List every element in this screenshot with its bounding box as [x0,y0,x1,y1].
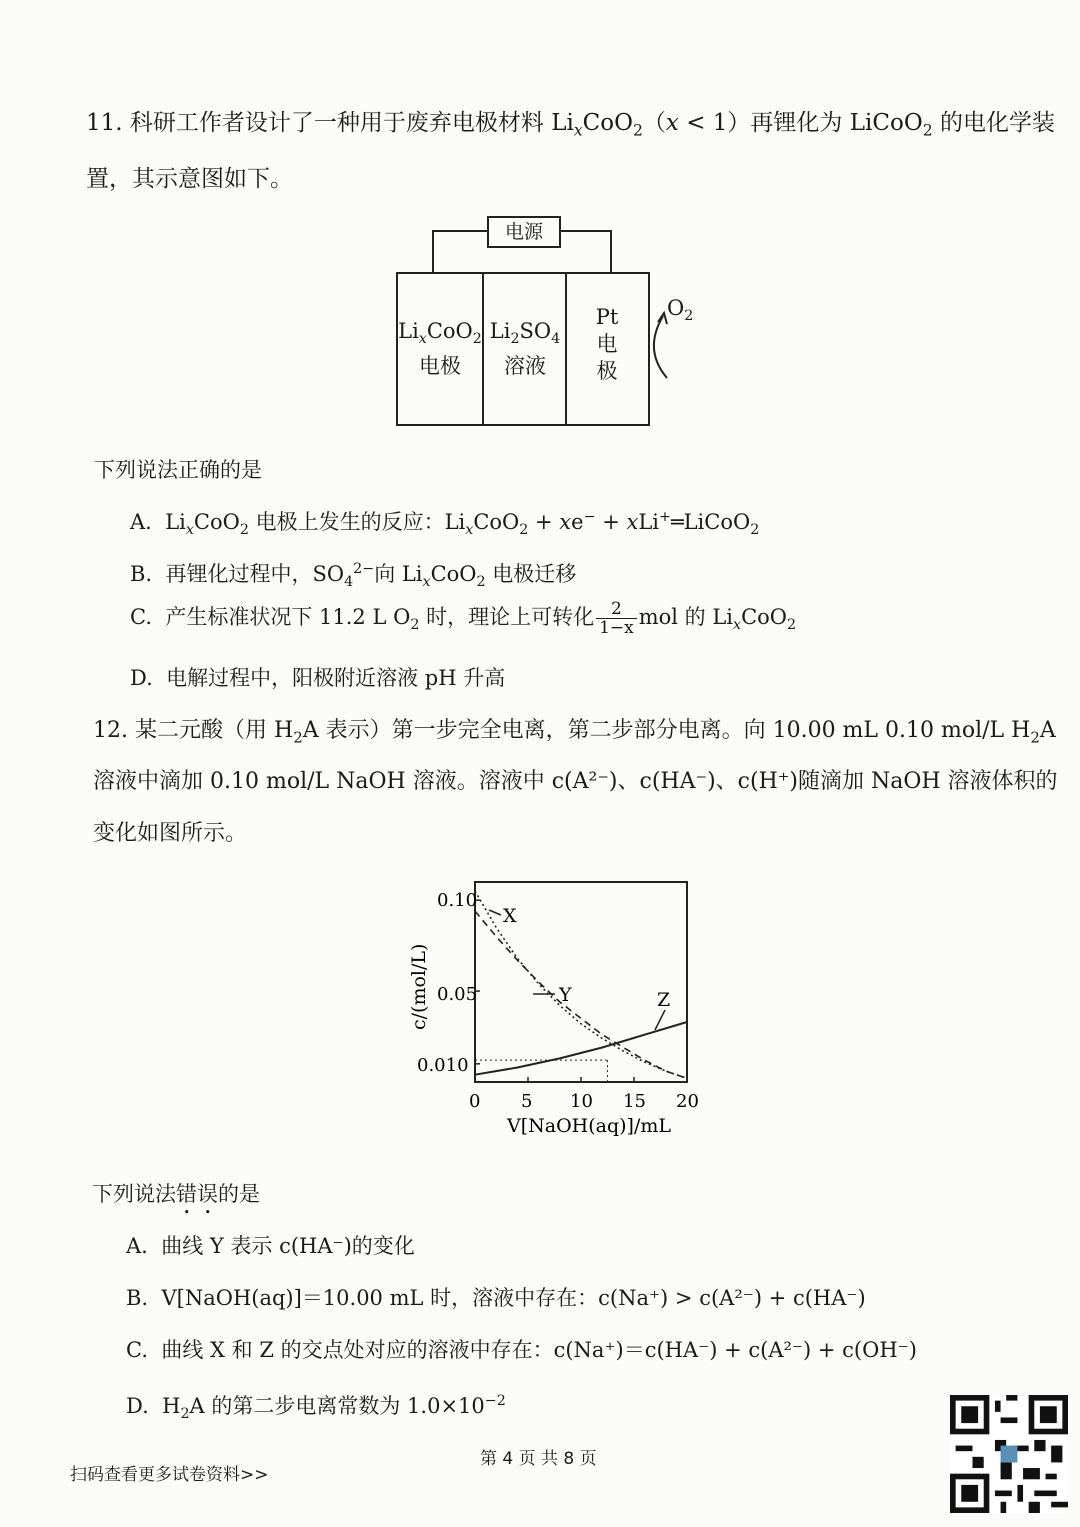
x-tick-label: 15 [623,1091,646,1112]
q11-option-a: A. $Li_xCoO_2$ 电极上发生的反应：$Li_xCoO_2 + xe^-$ + xLi+═LiCoO$_2$ [130,509,760,539]
wire-left [432,230,434,272]
pt-electrode-label: Pt 电 极 [595,305,619,383]
q11-prompt: 下列说法正确的是 [94,458,262,482]
series-label-x: X [503,905,517,927]
x-tick-label: 20 [676,1091,699,1112]
wire-top-right [560,230,612,232]
q12-option-c: C. 曲线 X 和 Z 的交点处对应的溶液中存在：c(Na⁺)＝c(HA⁻) + c(A²⁻) + c(OH⁻) [126,1338,917,1362]
y-tick-label: 0.10 [437,890,478,911]
y-tick-label: 0.010 [417,1055,469,1076]
x-tick-label: 0 [469,1091,481,1112]
x-axis-label: V[NaOH(aq)]/mL [507,1115,671,1137]
qr-code-icon[interactable] [950,1395,1068,1513]
q12-stem-line1: 12. 某二元酸（用 $H_2A$ 表示）第一步完全电离，第二步部分电离。向 10.00 mL 0.10 mol/L $H_2A$ [93,718,1056,747]
q11-stem-line1: 11. 科研工作者设计了一种用于废弃电极材料 $Li_xCoO_2(x < 1)$再锂化为 LiCoO$_2$ 的电化学装 [86,110,1055,140]
series-label-y: Y [559,984,572,1006]
q12-stem-line3: 变化如图所示。 [93,821,248,846]
scan-link[interactable]: 扫码查看更多试卷资料>> [70,1465,269,1485]
wire-right [610,230,612,272]
q12-option-a: A. 曲线 Y 表示 c(HA⁻)的变化 [126,1234,415,1258]
q12-stem-line2: 溶液中滴加 0.10 mol/L NaOH 溶液。溶液中 c(A²⁻)、c(HA⁻)、c(H⁺)随滴加 NaOH 溶液体积的 [93,769,1058,794]
q11-option-b: B. 再锂化过程中，$SO_4^{2-}$向 $Li_xCoO_2$ 电极迁移 [130,561,577,591]
q11-option-d: D. 电解过程中，阳极附近溶液 pH 升高 [130,666,506,690]
series-label-z: Z [657,989,671,1011]
q11-number: 11. [86,110,123,136]
power-source: 电源 [487,216,561,248]
concentration-chart [395,870,725,1145]
y-axis-label: c/(mol/L) [408,943,430,1030]
leader-line-z [655,1010,665,1030]
q12-prompt: 下列说法错误的是 [92,1182,260,1206]
y-tick-label: 0.05 [437,984,478,1005]
left-electrode-label: $Li_xCoO_2$ 电极 [398,319,482,379]
q11-stem-line2: 置，其示意图如下。 [86,166,293,192]
leader-line-x [489,910,501,915]
oxygen-label: $O_2$ [667,296,694,325]
electrolyte-label: $Li_2SO_4$ 溶液 [489,319,561,379]
x-tick-label: 10 [570,1091,593,1112]
wire-top-left [432,230,488,232]
q11-option-c: C. 产生标准状况下 11.2 L $O_2$ 时，理论上可转化 $\frac{2}{1-x}$ mol 的 $Li_xCoO_2$ [130,599,797,638]
q12-option-d: D. $H_2A$ 的第二步电离常数为 $1.0\times 10^{-2}$ [126,1393,506,1423]
x-tick-label: 5 [521,1091,533,1112]
fraction: $\frac{2}{1-x}$ [596,600,637,637]
emphasis-text: 错误 [176,1182,218,1206]
q12-option-b: B. V[NaOH(aq)]＝10.00 mL 时，溶液中存在：c(Na⁺) > c(A²⁻) + c(HA⁻) [126,1286,866,1310]
page-number: 第 4 页 共 8 页 [480,1449,597,1469]
